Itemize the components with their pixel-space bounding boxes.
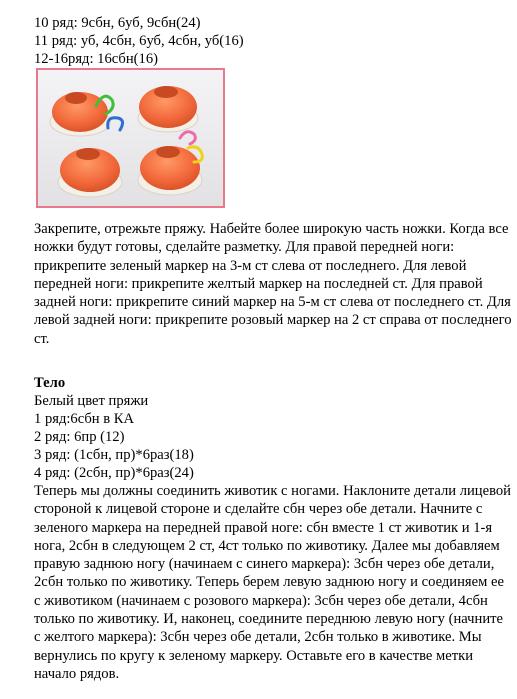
section-title-body: Тело (34, 375, 66, 391)
row-10-text: 10 ряд: 9сбн, 6уб, 9сбн(24) (34, 15, 201, 31)
crochet-legs-photo (36, 68, 225, 208)
row-12-16-text: 12-16ряд: 16сбн(16) (34, 51, 158, 67)
legs-instructions-paragraph: Закрепите, отрежьте пряжу. Набейте более широкую часть ножки. Когда все ножки будут готовы, сделайте разметку. Для правой передней ноги: прикрепите зеленый маркер на 3-м ст слева от последнего. Для левой передней ноги: прикрепите желтый маркер на последней ст. Для правой задней ноги: прикрепите синий маркер на 5-м ст слева от последнего ст. Для левой задней ноги: прикрепите розовый маркер на 2 ст справа от последнего ст. (34, 221, 512, 347)
row-11-text: 11 ряд: уб, 4сбн, 6уб, 4сбн, уб(16) (34, 33, 244, 49)
body-row-3-text: 3 ряд: (1сбн, пр)*6раз(18) (34, 447, 194, 463)
crochet-leg-top-right (138, 86, 198, 132)
yarn-color-text: Белый цвет пряжи (34, 393, 149, 409)
body-row-4-text: 4 ряд: (2сбн, пр)*6раз(24) (34, 465, 194, 481)
body-row-1-text: 1 ряд:6сбн в КА (34, 411, 135, 427)
crochet-legs-illustration (38, 70, 223, 206)
body-row-2-text: 2 ряд: 6пр (12) (34, 429, 125, 445)
body-joining-paragraph: Теперь мы должны соединить животик с ногами. Наклоните детали лицевой стороной к лицевой стороне и сделайте сбн через обе детали. Начните с зеленого маркера на передней правой ноге: сбн вместе 1 ст животик и 1-я нога, 2сбн в следующем 2 ст, 4ст только по животику. Далее мы добавляем правую заднюю ногу (начинаем с синего маркера): 3сбн через обе детали, 2сбн только по животику. Теперь берем левую заднюю ногу и соединяем ее с животиком (начинаем с розового маркера): 3сбн через обе детали, 4сбн только по животику. И, наконец, соедините переднюю левую ногу (начните с желтого маркера): 3сбн через обе детали, 2сбн только в животике. Мы вернулись по кругу к зеленому маркеру. Оставьте его в качестве метки начало рядов. (34, 483, 511, 682)
